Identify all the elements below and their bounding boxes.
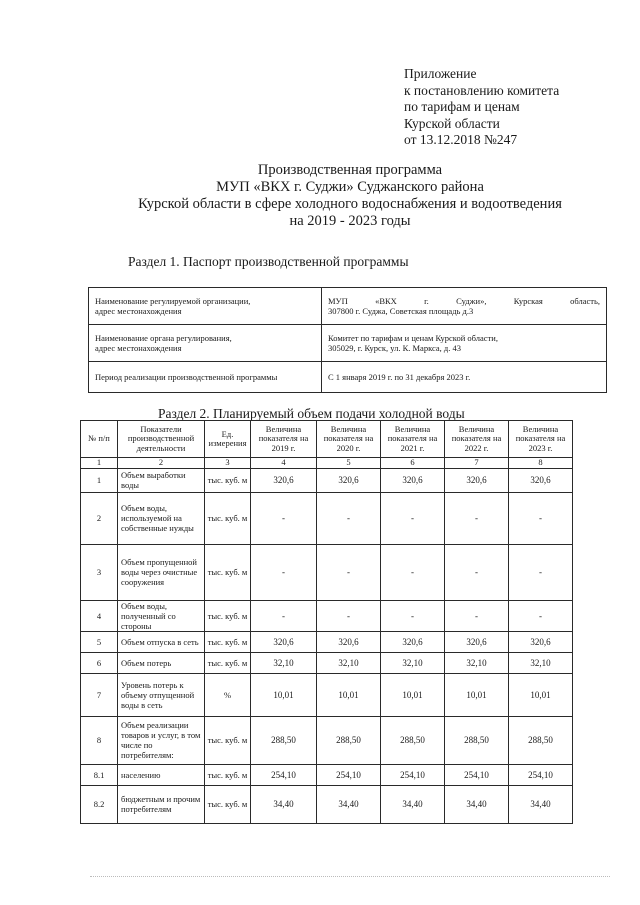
value-cell: 288,50 [509,716,573,764]
value-cell: - [509,544,573,600]
row-number: 8 [81,716,118,764]
cell-line: Период реализации производственной программы [95,372,278,382]
section1-heading: Раздел 1. Паспорт производственной программы [128,254,409,269]
value-cell: 34,40 [251,785,317,823]
cell-line: С 1 января 2019 г. по 31 декабря 2023 г. [328,372,471,382]
indicator-name: Объем воды, полученный со стороны [118,600,205,631]
appendix-line: к постановлению комитета [404,82,560,98]
value-cell: - [381,600,445,631]
value-cell: 288,50 [381,716,445,764]
table-header-row [81,421,573,458]
document-title [80,162,620,230]
col-number: 1 [81,458,118,469]
cell-line: 307800 г. Суджа, Советская площадь д.3 [328,306,474,316]
row-number: 6 [81,652,118,673]
col-number: 4 [251,458,317,469]
unit-cell: тыс. куб. м [205,652,251,673]
header-cell: Величина показателя на 2019 г. [251,421,317,458]
row-number: 1 [81,468,118,492]
value-cell: 320,6 [509,468,573,492]
value-cell: 288,50 [317,716,381,764]
section2-heading: Раздел 2. Планируемый объем подачи холодной воды [158,406,465,421]
table-row [81,492,573,544]
indicator-name: Объем реализации товаров и услуг, в том числе по потребителям: [118,716,205,764]
col-number: 6 [381,458,445,469]
title-line: МУП «ВКХ г. Суджи» Суджанского района [216,179,484,195]
row-number: 2 [81,492,118,544]
value-cell: - [251,600,317,631]
value-cell: 254,10 [445,764,509,785]
value-cell: 320,6 [445,631,509,652]
value-cell: 320,6 [381,468,445,492]
unit-cell: тыс. куб. м [205,764,251,785]
value-cell: - [251,544,317,600]
header-cell: Величина показателя на 2021 г. [381,421,445,458]
col-number: 8 [509,458,573,469]
value-cell: 32,10 [381,652,445,673]
cell-line: Наименование органа регулирования, [95,333,232,343]
title-line: на 2019 - 2023 годы [289,213,411,229]
value-cell: 320,6 [381,631,445,652]
table-row [89,325,607,362]
value-cell: 254,10 [381,764,445,785]
table-row [81,544,573,600]
value-cell: 320,6 [509,631,573,652]
footer-divider [90,876,610,877]
appendix-line: от 13.12.2018 №247 [404,132,518,147]
table-row [89,362,607,393]
value-cell: 320,6 [251,468,317,492]
indicator-name: населению [118,764,205,785]
header-cell: № п/п [81,421,118,458]
cell-line: МУП «ВКХ г. Суджи», Курская область, [328,296,600,306]
table-row [81,652,573,673]
column-number-row [81,458,573,469]
value-cell: 288,50 [445,716,509,764]
water-volume-table [80,420,573,824]
passport-value [322,325,607,362]
value-cell: 10,01 [317,673,381,716]
value-cell: 288,50 [251,716,317,764]
value-cell: 34,40 [381,785,445,823]
passport-table [88,287,607,393]
cell-line: Комитет по тарифам и ценам Курской области, [328,333,498,343]
value-cell: 34,40 [445,785,509,823]
unit-cell: тыс. куб. м [205,468,251,492]
value-cell: 32,10 [251,652,317,673]
value-cell: 254,10 [509,764,573,785]
indicator-name: Объем отпуска в сеть [118,631,205,652]
value-cell: 34,40 [317,785,381,823]
appendix-line: Курской области [404,115,500,131]
passport-label [89,362,322,393]
unit-cell: тыс. куб. м [205,716,251,764]
unit-cell: тыс. куб. м [205,492,251,544]
value-cell: - [381,544,445,600]
unit-cell: % [205,673,251,716]
col-number: 7 [445,458,509,469]
cell-line: 305029, г. Курск, ул. К. Маркса, д. 43 [328,343,461,353]
passport-label [89,288,322,325]
cell-line: Наименование регулируемой организации, [95,296,251,306]
value-cell: 32,10 [317,652,381,673]
table-row [81,631,573,652]
passport-value [322,288,607,325]
value-cell: 32,10 [509,652,573,673]
table-row [81,468,573,492]
indicator-name: Объем пропущенной воды через очистные сооружения [118,544,205,600]
header-cell: Величина показателя на 2020 г. [317,421,381,458]
value-cell: 34,40 [509,785,573,823]
value-cell: - [445,600,509,631]
unit-cell: тыс. куб. м [205,600,251,631]
indicator-name: Уровень потерь к объему отпущенной воды в сеть [118,673,205,716]
passport-label [89,325,322,362]
value-cell: - [445,492,509,544]
row-number: 4 [81,600,118,631]
value-cell: - [509,600,573,631]
row-number: 8.2 [81,785,118,823]
value-cell: - [445,544,509,600]
col-number: 2 [118,458,205,469]
unit-cell: тыс. куб. м [205,785,251,823]
col-number: 3 [205,458,251,469]
cell-line: адрес местонахождения [95,343,182,353]
value-cell: - [251,492,317,544]
table-row [81,673,573,716]
value-cell: 32,10 [445,652,509,673]
value-cell: - [509,492,573,544]
row-number: 5 [81,631,118,652]
value-cell: 320,6 [445,468,509,492]
cell-line: адрес местонахождения [95,306,182,316]
title-line: Курской области в сфере холодного водоснабжения и водоотведения [138,196,562,212]
value-cell: 320,6 [251,631,317,652]
value-cell: 10,01 [251,673,317,716]
header-cell: Величина показателя на 2023 г. [509,421,573,458]
table-row [89,288,607,325]
unit-cell: тыс. куб. м [205,544,251,600]
passport-value [322,362,607,393]
row-number: 8.1 [81,764,118,785]
row-number: 3 [81,544,118,600]
value-cell: 320,6 [317,631,381,652]
indicator-name: Объем потерь [118,652,205,673]
indicator-name: Объем выработки воды [118,468,205,492]
table-row [81,716,573,764]
value-cell: 254,10 [317,764,381,785]
value-cell: 254,10 [251,764,317,785]
table-row [81,764,573,785]
header-cell: Величина показателя на 2022 г. [445,421,509,458]
value-cell: 320,6 [317,468,381,492]
header-cell: Показатели производственной деятельности [118,421,205,458]
table-row [81,600,573,631]
indicator-name: бюджетным и прочим потребителям [118,785,205,823]
title-line: Производственная программа [257,162,443,178]
unit-cell: тыс. куб. м [205,631,251,652]
appendix-block [404,66,559,149]
appendix-line: по тарифам и ценам [404,99,520,114]
header-cell: Ед. измерения [205,421,251,458]
appendix-line: Приложение [404,66,477,81]
value-cell: - [317,544,381,600]
indicator-name: Объем воды, используемой на собственные нужды [118,492,205,544]
value-cell: - [317,600,381,631]
value-cell: - [381,492,445,544]
col-number: 5 [317,458,381,469]
row-number: 7 [81,673,118,716]
value-cell: 10,01 [445,673,509,716]
value-cell: 10,01 [509,673,573,716]
table-row [81,785,573,823]
value-cell: 10,01 [381,673,445,716]
value-cell: - [317,492,381,544]
